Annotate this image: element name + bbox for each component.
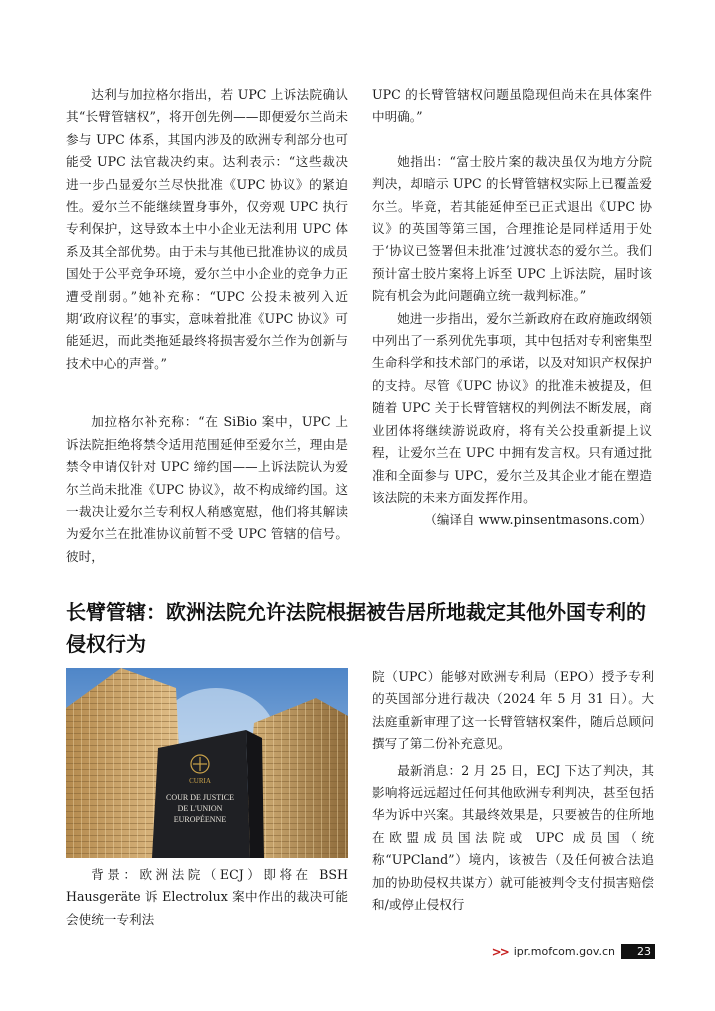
site-url: ipr.mofcom.gov.cn bbox=[513, 945, 615, 958]
left-column-top bbox=[66, 84, 348, 568]
paragraph: 她指出：“富士胶片案的裁决虽仅为地方分院判决，却暗示 UPC 的长臂管辖权实际上已覆盖爱尔兰。毕竟，若其能延伸至已正式退出《UPC 协议》的英国等第三国，合理推论是同样适用于处于‘协议已签署但未批准’过渡状态的爱尔兰。我们预计富士胶片案将上诉至 UPC 上诉法院，届时该院有机会为此问题确立统一裁判标准。” bbox=[372, 153, 652, 304]
paragraph: 加拉格尔补充称：“在 SiBio 案中，UPC 上诉法院拒绝将禁令适用范围延伸至爱尔兰，理由是禁令申请仅针对 UPC 缔约国——上诉法院认为爱尔兰尚未批准《UPC 协议》，故不构成缔约国。这一裁决让爱尔兰专利权人稍感宽慰，他们将其解读为爱尔兰在批准协议前暂不受 UPC 管辖的信号。彼时， bbox=[66, 414, 348, 564]
court-buildings-illustration bbox=[66, 668, 348, 858]
right-column-bottom bbox=[372, 666, 654, 916]
paragraph: 达利与加拉格尔指出，若 UPC 上诉法院确认其“长臂管辖权”，将开创先例——即便爱尔兰尚未参与 UPC 体系，其国内涉及的欧洲专利部分也可能受 UPC 法官裁决约束。达利表示：“这些裁决进一步凸显爱尔兰尽快批准《UPC 协议》的紧迫性。爱尔兰不能继续置身事外，仅旁观 UPC 执行专利保护，这导致本土中小企业无法利用 UPC 体系及其全部优势。由于未与其他已批准协议的成员国处于公平竞争环境，爱尔兰中小企业的竞争力正遭受削弱。”她补充称：“UPC 公投未被列入近期‘政府议程’的事实，意味着批准《UPC 协议》可能延迟，而此类拖延最终将损害爱尔兰作为创新与技术中心的声誉。” bbox=[66, 87, 348, 371]
right-column-top bbox=[372, 84, 652, 532]
photo-caption bbox=[66, 864, 348, 931]
sign-text: CURIA bbox=[189, 777, 211, 785]
section-title: 长臂管辖：欧洲法院允许法院根据被告居所地裁定其他外国专利的侵权行为 bbox=[66, 600, 646, 656]
double-chevron-icon: >> bbox=[491, 944, 508, 959]
page-number: 23 bbox=[621, 944, 655, 959]
sign-text: EUROPÉENNE bbox=[173, 815, 227, 824]
page-footer bbox=[492, 944, 655, 959]
sign-text: DE L'UNION bbox=[177, 804, 223, 813]
court-of-justice-photo bbox=[66, 668, 348, 858]
sign-text: COUR DE JUSTICE bbox=[165, 793, 235, 802]
source-credit: （编译自 www.pinsentmasons.com） bbox=[424, 512, 652, 528]
paragraph: 最新消息：2 月 25 日，ECJ 下达了判决，其影响将远远超过任何其他欧洲专利判决，甚至包括华为诉中兴案。其最终效果是，只要被告的住所地在欧盟成员国法院或 UPC 成员国（统称“UPCland”）境内，该被告（及任何被合法追加的协助侵权共谋方）就可能被判令支付损害赔偿和/或停止侵权行 bbox=[372, 762, 654, 913]
paragraph: 她进一步指出，爱尔兰新政府在政府施政纲领中列出了一系列优先事项，其中包括对专利密集型生命科学和技术部门的承诺，以及对知识产权保护的支持。尽管《UPC 协议》的批准未被提及，但随着 UPC 关于长臂管辖权的判例法不断发展，商业团体将继续游说政府，将有关公投重新提上议程，让爱尔兰在 UPC 中拥有发言权。只有通过批准和全面参与 UPC，爱尔兰及其企业才能在塑造该法院的未来方面发挥作用。 bbox=[372, 310, 652, 505]
caption-text: 背景：欧洲法院（ECJ）即将在 BSH Hausgeräte 诉 Electrolux 案中作出的裁决可能会使统一专利法 bbox=[66, 867, 348, 927]
paragraph: 院（UPC）能够对欧洲专利局（EPO）授予专利的英国部分进行裁决（2024 年 5 月 31 日）。大法庭重新审理了这一长臂管辖权案件，随后总顾问撰写了第二份补充意见。 bbox=[372, 669, 654, 752]
paragraph: UPC 的长臂管辖权问题虽隐现但尚未在具体案件中明确。” bbox=[372, 87, 652, 125]
